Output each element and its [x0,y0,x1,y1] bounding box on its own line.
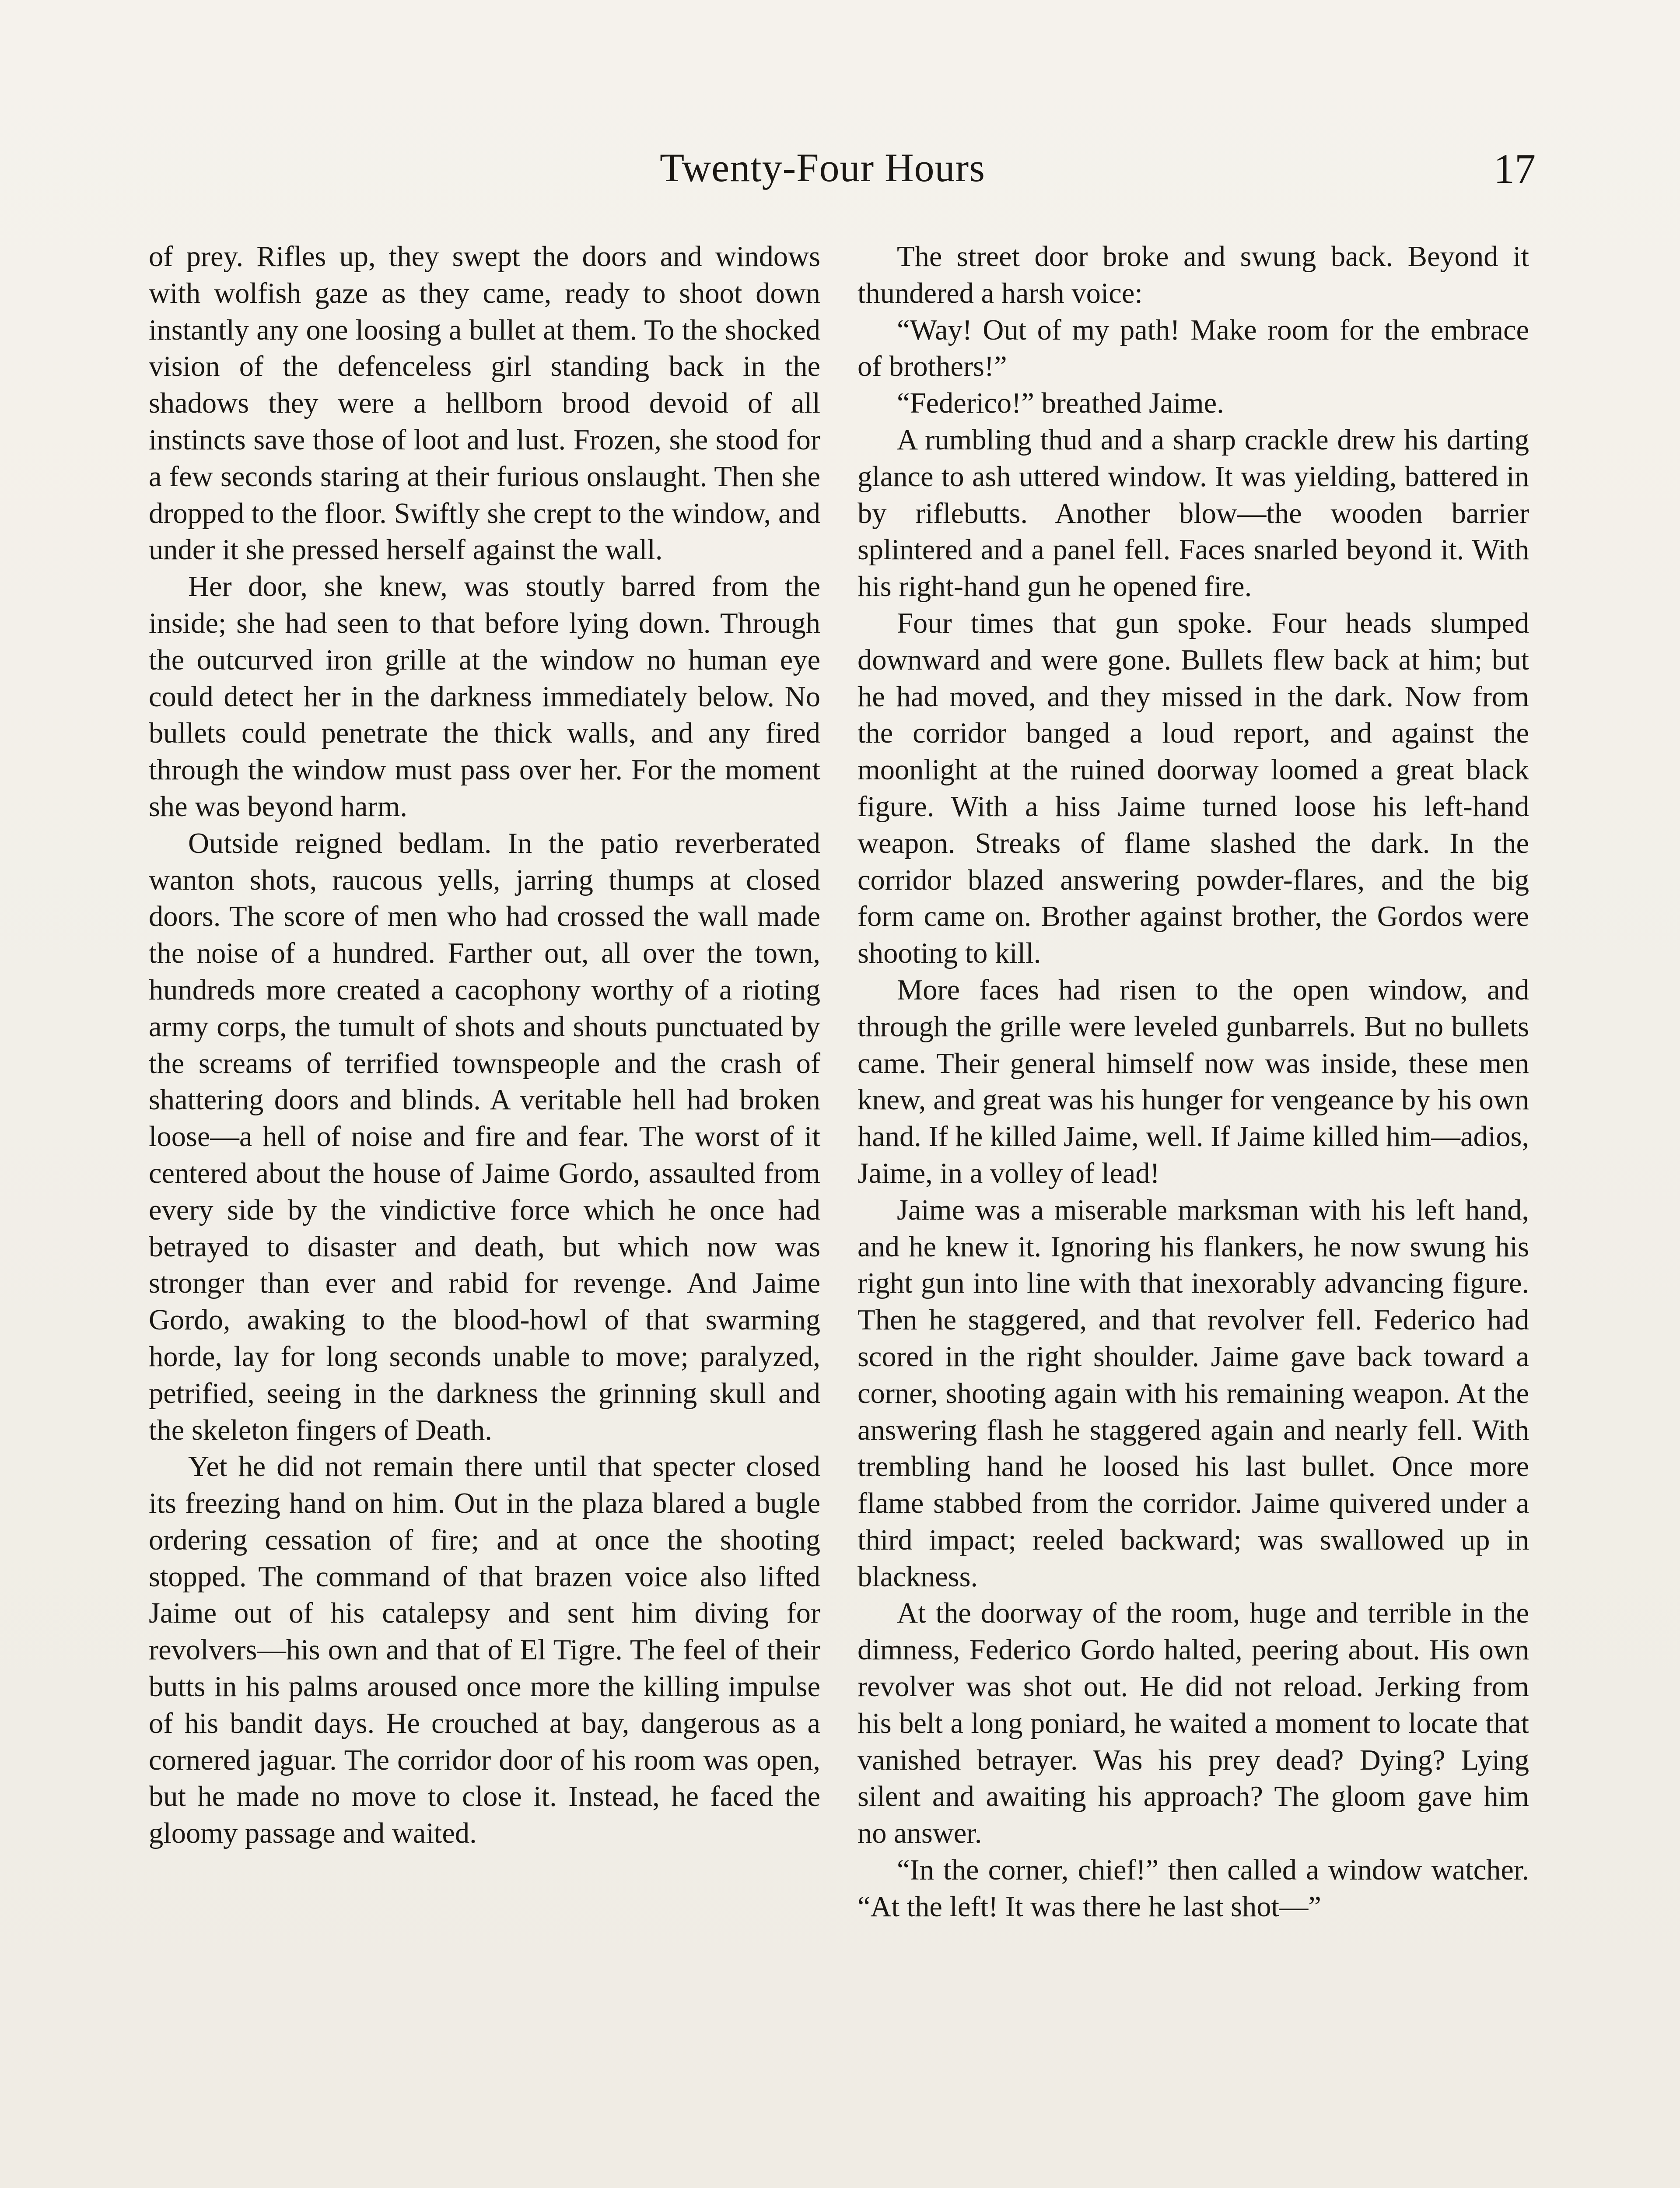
paragraph: “Way! Out of my path! Make room for the embrace of brothers!” [858,314,1529,383]
paragraph: A rumbling thud and a sharp crackle drew his darting glance to ash uttered window. It was yielding, battered in by riflebutts. Another blow—the wooden barrier splintered and a panel fell. Faces snarled beyond it. With his right-hand gun he opened fire. [858,424,1529,603]
paragraph: Her door, she knew, was stoutly barred from the inside; she had seen to that before lying down. Through the outcurved iron grille at the window no human eye could detect her in the darkness immediately below. No bullets could penetrate the thick walls, and any fired through the window must pass over her. For the moment she was beyond harm. [149,571,820,823]
paragraph: Four times that gun spoke. Four heads slumped downward and were gone. Bullets flew back at him; but he had moved, and they missed in the dark. Now from the corridor banged a loud report, and against the moonlight at the ruined doorway loomed a great black figure. With a hiss Jaime turned loose his left-hand weapon. Streaks of flame slashed the dark. In the corridor blazed answering powder-flares, and the big form came on. Brother against brother, the Gordos were shooting to kill. [858,607,1529,970]
paragraph: “Federico!” breathed Jaime. [897,387,1224,420]
paragraph: More faces had risen to the open window, and through the grille were leveled gunbarrels. But no bullets came. Their general himself now was inside, these men knew, and great was his hunger for vengeance by his own hand. If he killed Jaime, well. If Jaime killed him—adios, Jaime, in a volley of lead! [858,974,1529,1189]
running-title: Twenty-Four Hours [660,145,985,190]
paragraph: Jaime was a miserable marksman with his left hand, and he knew it. Ignoring his flankers, he now swung his right gun into line with that inexorably advancing figure. Then he staggered, and that revolver fell. Federico had scored in the right shoulder. Jaime gave back toward a corner, shooting again with his remaining weapon. At the answering flash he staggered again and nearly fell. With trembling hand he loosed his last bullet. Once more flame stabbed from the corridor. Jaime quivered under a third impact; reeled backward; was swallowed up in blackness. [858,1194,1529,1593]
paragraph: The street door broke and swung back. Beyond it thundered a harsh voice: [858,241,1529,309]
paragraph: of prey. Rifles up, they swept the doors and windows with wolfish gaze as they came, ready to shoot down instantly any one loosing a bullet at them. To the shocked vision of the defenceless girl standing back in the shadows they were a hellborn brood devoid of all instincts save those of loot and lust. Frozen, she stood for a few seconds staring at their furious onslaught. Then she dropped to the floor. Swiftly she crept to the window, and under it she pressed herself against the wall. [149,241,820,566]
paragraph: At the doorway of the room, huge and terrible in the dimness, Federico Gordo halted, peering about. His own revolver was shot out. He did not reload. Jerking from his belt a long poniard, he waited a moment to locate that vanished betrayer. Was his prey dead? Dying? Lying silent and awaiting his approach? The gloom gave him no answer. [858,1597,1529,1850]
page-number: 17 [1494,145,1536,192]
paragraph: “In the corner, chief!” then called a window watcher. “At the left! It was there he last shot—” [858,1854,1529,1923]
left-text-column [149,238,820,1852]
paragraph: Yet he did not remain there until that specter closed its freezing hand on him. Out in the plaza blared a bugle ordering cessation of fire; and at once the shooting stopped. The command of that brazen voice also lifted Jaime out of his catalepsy and sent him diving for revolvers—his own and that of El Tigre. The feel of their butts in his palms aroused once more the killing impulse of his bandit days. He crouched at bay, dangerous as a cornered jaguar. The corridor door of his room was open, but he made no move to close it. Instead, he faced the gloomy passage and waited. [149,1451,820,1850]
right-text-column [858,238,1529,1925]
paragraph: Outside reigned bedlam. In the patio reverberated wanton shots, raucous yells, jarring thumps at closed doors. The score of men who had crossed the wall made the noise of a hundred. Farther out, all over the town, hundreds more created a cacophony worthy of a rioting army corps, the tumult of shots and shouts punctuated by the screams of terrified townspeople and the crash of shattering doors and blinds. A veritable hell had broken loose—a hell of noise and fire and fear. The worst of it centered about the house of Jaime Gordo, assaulted from every side by the vindictive force which he once had betrayed to disaster and death, but which now was stronger than ever and rabid for revenge. And Jaime Gordo, awaking to the blood-howl of that swarming horde, lay for long seconds unable to move; paralyzed, petrified, seeing in the darkness the grinning skull and the skeleton fingers of Death. [149,827,820,1446]
